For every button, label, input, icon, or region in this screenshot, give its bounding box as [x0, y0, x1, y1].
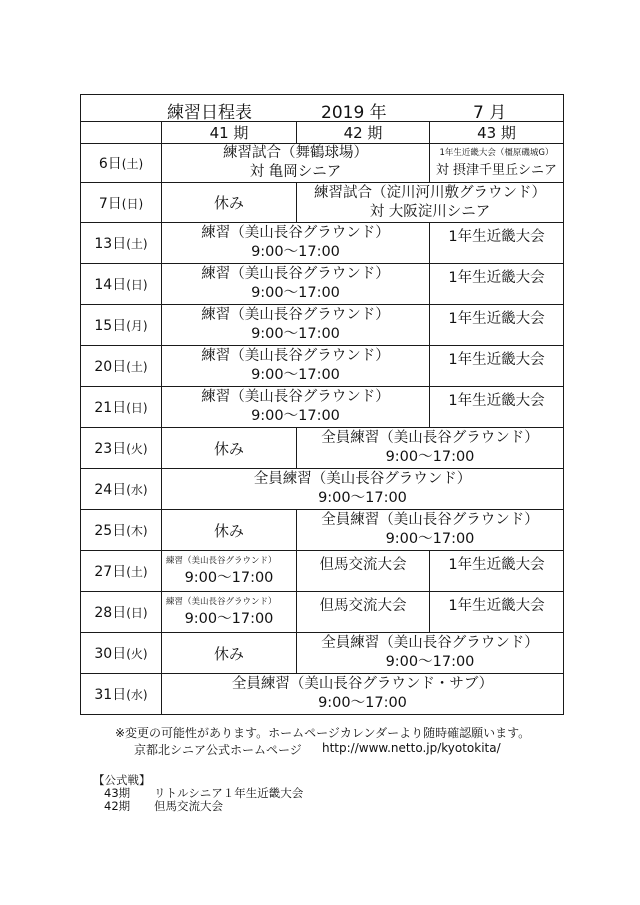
- day-number: 28日: [94, 605, 127, 621]
- schedule-cell: 休み: [162, 183, 297, 223]
- schedule-cell: 但馬交流大会: [297, 551, 430, 592]
- schedule-cell: [162, 592, 297, 633]
- homepage-url[interactable]: http://www.netto.jp/kyotokita/: [322, 741, 501, 755]
- official-name-42: 但馬交流大会: [154, 799, 223, 813]
- weekday: (日): [126, 278, 148, 292]
- table-row: [81, 592, 564, 633]
- change-notice: ※変更の可能性があります。ホームページカレンダーより随時確認願います。: [115, 726, 531, 740]
- period-header-blank: [81, 122, 162, 144]
- period-header-43: 43 期: [430, 122, 564, 144]
- cell-line-2: 対 摂津千里丘シニア: [435, 163, 558, 178]
- weekday: (月): [126, 319, 148, 333]
- day-number: 23日: [94, 441, 127, 457]
- schedule-cell: 休み: [162, 633, 297, 674]
- schedule-title: 練習日程表: [167, 103, 252, 123]
- period-header-41: 41 期: [162, 122, 297, 144]
- day-number: 13日: [94, 236, 127, 252]
- cell-line-1: 練習（美山長谷グラウンド）: [166, 596, 277, 607]
- schedule-cell: 1年生近畿大会: [430, 387, 564, 428]
- schedule-cell: [430, 144, 564, 183]
- schedule-cell: 1年生近畿大会: [430, 592, 564, 633]
- schedule-cell: [297, 510, 564, 551]
- cell-line-1: 全員練習（美山長谷グラウンド）: [321, 430, 539, 446]
- cell-line-1: 練習（美山長谷グラウンド）: [201, 348, 390, 364]
- period-header-42: 42 期: [297, 122, 430, 144]
- schedule-cell: 1年生近畿大会: [430, 264, 564, 305]
- schedule-cell: 休み: [162, 428, 297, 469]
- schedule-cell: [162, 223, 430, 264]
- weekday: (日): [126, 401, 148, 415]
- day-cell: [81, 510, 162, 551]
- cell-line-1: 全員練習（美山長谷グラウンド）: [321, 635, 539, 651]
- cell-line-1: 練習試合（淀川河川敷グラウンド）: [314, 184, 546, 201]
- schedule-cell: [162, 551, 297, 592]
- cell-line-1: 練習（美山長谷グラウンド）: [166, 555, 277, 566]
- day-cell: [81, 144, 162, 183]
- schedule-cell: [162, 346, 430, 387]
- schedule-cell: 1年生近畿大会: [430, 346, 564, 387]
- official-heading: 【公式戦】: [93, 773, 151, 787]
- schedule-year: 2019 年: [321, 103, 387, 123]
- day-number: 20日: [94, 359, 127, 375]
- weekday: (火): [126, 442, 148, 456]
- cell-line-2: 9:00～17:00: [251, 367, 340, 383]
- table-row: [81, 469, 564, 510]
- day-number: 30日: [94, 646, 127, 662]
- table-row: [81, 510, 564, 551]
- weekday: (土): [126, 360, 148, 374]
- schedule-cell: [162, 305, 430, 346]
- schedule-cell: 1年生近畿大会: [430, 305, 564, 346]
- day-cell: [81, 346, 162, 387]
- table-row: [81, 144, 564, 183]
- weekday: (火): [126, 647, 148, 661]
- schedule-cell: 1年生近畿大会: [430, 551, 564, 592]
- weekday: (日): [121, 196, 144, 211]
- cell-line-2: 対 亀岡シニア: [249, 164, 342, 180]
- cell-line-2: 9:00～17:00: [184, 610, 274, 627]
- table-row: [81, 183, 564, 223]
- day-number: 25日: [94, 523, 127, 539]
- weekday: (水): [126, 483, 148, 497]
- cell-line-2: 9:00～17:00: [251, 326, 340, 342]
- schedule-cell: [162, 144, 430, 183]
- cell-line-1: 練習（美山長谷グラウンド）: [201, 266, 390, 282]
- schedule-cell: 但馬交流大会: [297, 592, 430, 633]
- weekday: (土): [121, 157, 144, 171]
- day-cell: [81, 428, 162, 469]
- table-row: [81, 633, 564, 674]
- weekday: (木): [126, 524, 148, 538]
- cell-line-2: 9:00～17:00: [251, 244, 340, 260]
- day-number: 31日: [94, 687, 127, 703]
- cell-line-1: 全員練習（美山長谷グラウンド）: [321, 512, 539, 528]
- schedule-month: 7 月: [473, 103, 507, 123]
- day-cell: [81, 674, 162, 715]
- cell-line-1: 全員練習（美山長谷グラウンド・サブ）: [231, 676, 494, 692]
- schedule-table: [80, 94, 564, 715]
- weekday: (土): [126, 565, 148, 579]
- day-number: 21日: [94, 400, 127, 416]
- cell-line-1: 全員練習（美山長谷グラウンド）: [253, 471, 472, 487]
- cell-line-2: 9:00～17:00: [251, 408, 340, 424]
- schedule-title-cell: [81, 95, 564, 122]
- cell-line-2: 対 大阪淀川シニア: [369, 203, 491, 220]
- day-cell: [81, 305, 162, 346]
- table-row: [81, 346, 564, 387]
- table-row: [81, 387, 564, 428]
- day-cell: [81, 264, 162, 305]
- official-name-43: リトルシニア１年生近畿大会: [154, 786, 304, 800]
- weekday: (日): [126, 606, 148, 620]
- day-cell: [81, 551, 162, 592]
- official-period-42: 42期: [104, 799, 131, 813]
- weekday: (水): [126, 688, 148, 702]
- day-cell: [81, 223, 162, 264]
- day-number: 6日: [98, 156, 122, 172]
- day-number: 14日: [94, 277, 127, 293]
- day-number: 7日: [98, 195, 122, 212]
- day-cell: [81, 387, 162, 428]
- table-row: [81, 264, 564, 305]
- table-row: [81, 428, 564, 469]
- table-row: [81, 223, 564, 264]
- cell-line-1: 練習（美山長谷グラウンド）: [201, 307, 390, 323]
- day-number: 15日: [94, 318, 127, 334]
- table-row: [81, 674, 564, 715]
- schedule-cell: [162, 387, 430, 428]
- day-cell: [81, 183, 162, 223]
- schedule-cell: [297, 183, 564, 223]
- day-number: 24日: [94, 482, 127, 498]
- weekday: (土): [126, 237, 148, 251]
- table-row: [81, 305, 564, 346]
- cell-line-2: 9:00～17:00: [318, 490, 407, 506]
- table-row: [81, 551, 564, 592]
- schedule-cell: [297, 633, 564, 674]
- official-period-43: 43期: [104, 786, 131, 800]
- schedule-cell: [297, 428, 564, 469]
- cell-line-1: 練習（美山長谷グラウンド）: [201, 225, 390, 241]
- day-cell: [81, 633, 162, 674]
- cell-line-2: 9:00～17:00: [184, 569, 274, 586]
- cell-line-2: 9:00～17:00: [385, 654, 475, 670]
- schedule-cell: 1年生近畿大会: [430, 223, 564, 264]
- day-cell: [81, 469, 162, 510]
- cell-line-2: 9:00～17:00: [318, 695, 407, 711]
- schedule-cell: [162, 469, 564, 510]
- schedule-cell: [162, 264, 430, 305]
- day-cell: [81, 592, 162, 633]
- cell-line-1: 1年生近畿大会（橿原磯城G）: [439, 148, 554, 158]
- schedule-cell: 休み: [162, 510, 297, 551]
- schedule-cell: [162, 674, 564, 715]
- cell-line-2: 9:00～17:00: [385, 449, 475, 465]
- cell-line-1: 練習試合（舞鶴球場）: [223, 145, 368, 161]
- homepage-label: 京都北シニア公式ホームページ: [134, 743, 302, 757]
- cell-line-1: 練習（美山長谷グラウンド）: [201, 389, 390, 405]
- day-number: 27日: [94, 564, 127, 580]
- cell-line-2: 9:00～17:00: [385, 531, 475, 547]
- cell-line-2: 9:00～17:00: [251, 285, 340, 301]
